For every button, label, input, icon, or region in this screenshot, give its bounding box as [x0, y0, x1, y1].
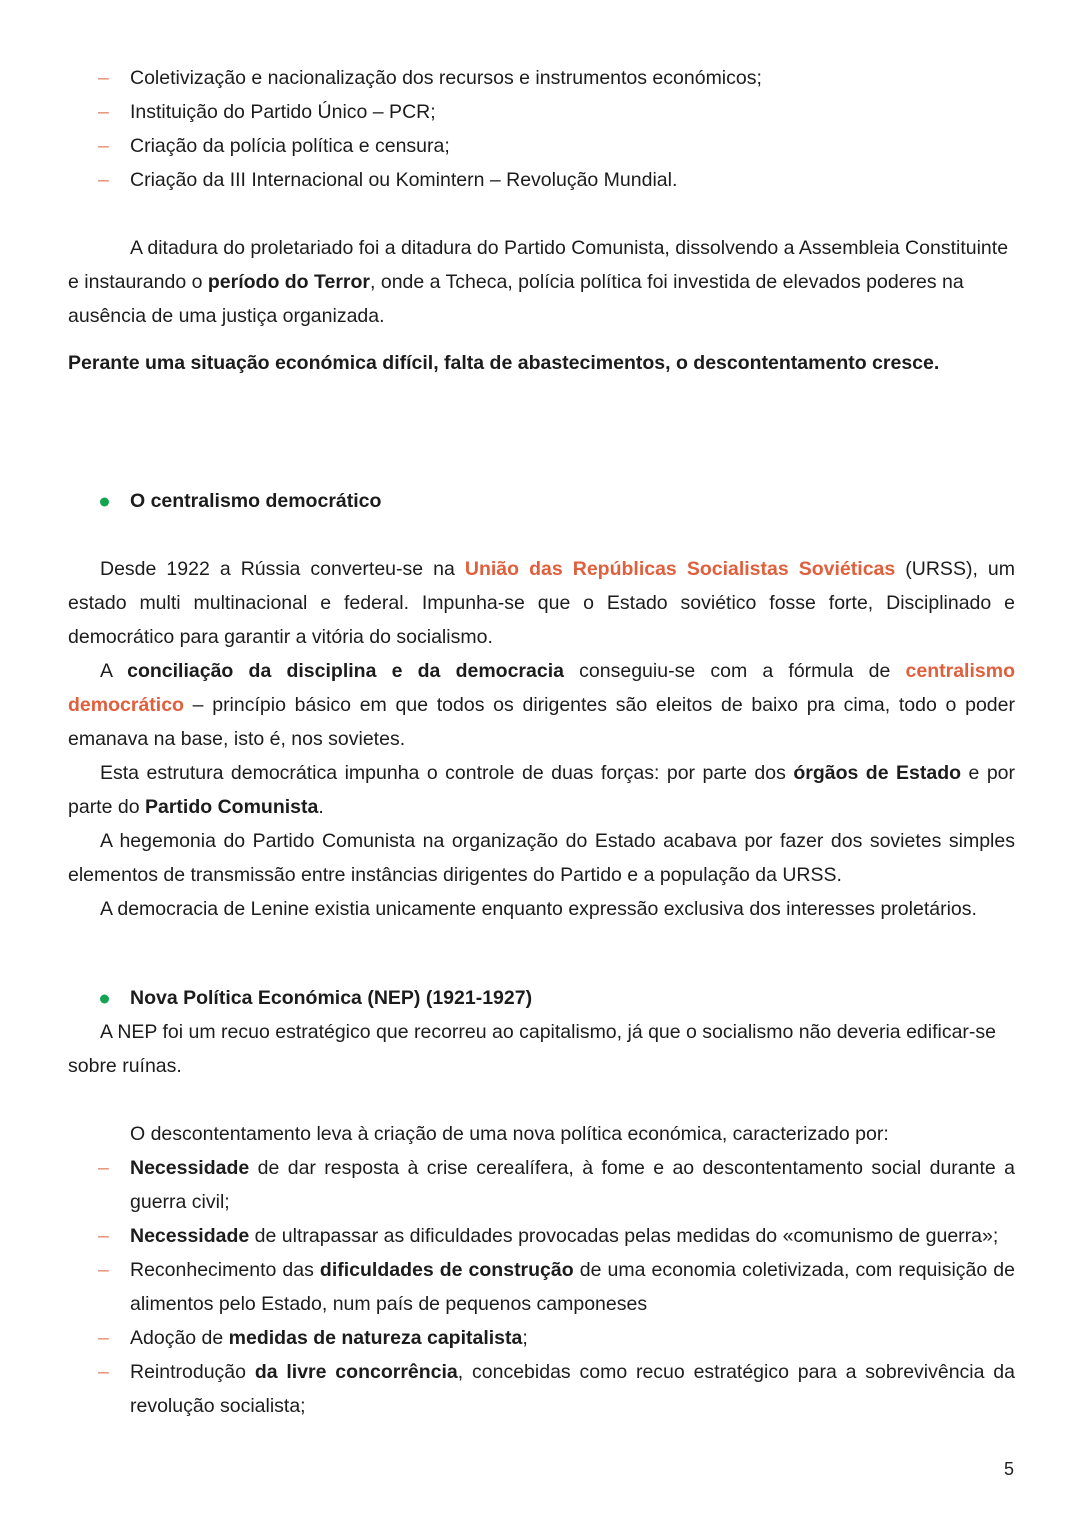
list-item-text: de ultrapassar as dificuldades provocadas pelas medidas do «comunismo de guerra»;: [249, 1224, 999, 1247]
list-item-text: de dar resposta à crise cerealífera, à fome e ao descontentamento social durante a guerra civil;: [130, 1157, 1015, 1214]
heading-nova-politica-economica: [68, 982, 1015, 1016]
list-item-text: Instituição do Partido Único – PCR;: [130, 100, 436, 123]
list-item-bold-mid: medidas de natureza capitalista: [228, 1326, 523, 1349]
paragraph-run: Desde 1922 a Rússia converteu-se na: [100, 558, 465, 581]
paragraph-run: conseguiu-se com a fórmula de: [563, 660, 906, 683]
nep-dash-list: [68, 1152, 1015, 1423]
dash-marker-icon: –: [98, 67, 109, 89]
dash-marker-icon: –: [98, 100, 109, 123]
bold-run-orgaos-de-estado: órgãos de Estado: [793, 761, 962, 784]
dash-marker-icon: –: [98, 168, 109, 191]
heading-centralismo-democratico: [68, 485, 1015, 519]
paragraph-run: .: [318, 795, 324, 818]
dash-marker-icon: –: [98, 1326, 109, 1349]
paragraph-estrutura-democratica: [68, 757, 1015, 825]
list-item-text-tail: de uma economia coletivizada, com requisição de alimentos pelo Estado, num país de pequenos camponeses: [130, 1258, 1015, 1315]
list-item-text: Coletivização e nacionalização dos recursos e instrumentos económicos;: [130, 67, 762, 89]
paragraph-nep-recuo: A NEP foi um recuo estratégico que recorreu ao capitalismo, já que o socialismo não deveria edificar-se sobre ruínas.: [68, 1021, 997, 1078]
list-item: [68, 1356, 1015, 1424]
spacer: [68, 451, 1015, 485]
list-item: [68, 164, 1015, 198]
top-dash-list: [68, 62, 1015, 198]
paragraph-ditadura: [68, 232, 1015, 334]
bold-run-conciliacao: conciliação da disciplina e da democracia: [127, 660, 564, 683]
dash-marker-icon: –: [98, 134, 109, 157]
list-item-bold-mid: da livre concorrência: [254, 1360, 458, 1383]
list-item-bold-mid: dificuldades de construção: [319, 1258, 574, 1281]
list-item: [68, 62, 1015, 96]
heading-text: O centralismo democrático: [130, 490, 382, 513]
list-item: [68, 96, 1015, 130]
list-item-text: Reconhecimento das: [130, 1258, 320, 1281]
spacer: [68, 333, 1015, 347]
paragraph-run: (URSS), um estado multi multinacional e federal. Impunha-se que o Estado soviético fosse forte, Disciplinado e democrático para garantir a vitória do socialismo.: [68, 558, 1015, 649]
heading-text: Nova Política Económica (NEP) (1921-1927): [130, 987, 533, 1010]
list-item: [68, 1220, 1015, 1254]
paragraph-run: A ditadura do proletariado foi a ditadura do Partido Comunista, dissolvendo a Assembleia Constituinte e instaurando o: [68, 236, 1009, 293]
list-item-text: Reintrodução: [130, 1360, 255, 1383]
list-item: [68, 1152, 1015, 1220]
spacer: [68, 198, 1015, 232]
list-item-text-tail: , concebidas como recuo estratégico para a sobrevivência da revolução socialista;: [130, 1360, 1015, 1417]
dash-marker-icon: –: [98, 1360, 109, 1383]
bold-run-periodo-do-terror: período do Terror: [207, 270, 371, 293]
paragraph-desde-1922: [68, 553, 1015, 655]
paragraph-democracia-lenine: A democracia de Lenine existia unicamente enquanto expressão exclusiva dos interesses proletários.: [100, 897, 977, 920]
bullet-dot-icon: [100, 498, 109, 507]
list-item-bold-lead: Necessidade: [130, 1224, 250, 1247]
paragraph-run: – princípio básico em que todos os dirigentes são eleitos de baixo pra cima, todo o poder emanava na base, isto é, nos sovietes.: [68, 693, 1015, 750]
list-item-text: Criação da polícia política e censura;: [130, 134, 450, 157]
spacer: [68, 926, 1015, 982]
page-number: 5: [1003, 1459, 1014, 1479]
dash-marker-icon: –: [98, 1157, 109, 1180]
spacer: [68, 519, 1015, 553]
paragraph-run: A: [100, 660, 128, 683]
list-item-text-tail: ;: [522, 1326, 528, 1349]
paragraph-conciliacao: [68, 655, 1015, 757]
list-item-text: Adoção de: [130, 1326, 229, 1349]
paragraph-run: e por parte do: [68, 761, 1016, 818]
paragraph-run: , onde a Tcheca, polícia política foi investida de elevados poderes na ausência de uma justiça organizada.: [68, 270, 964, 327]
paragraph-descontentamento: O descontentamento leva à criação de uma nova política económica, caracterizado por:: [130, 1123, 889, 1146]
bold-run-partido-comunista: Partido Comunista: [144, 795, 319, 818]
document-body: [68, 62, 1015, 1424]
paragraph-hegemonia: A hegemonia do Partido Comunista na organização do Estado acabava por fazer dos sovietes simples elementos de transmissão entre instâncias dirigentes do Partido e a população da URSS.: [68, 829, 1015, 886]
highlight-run-urss: União das Repúblicas Socialistas Soviéticas: [464, 558, 896, 581]
list-item: [68, 130, 1015, 164]
dash-marker-icon: –: [98, 1258, 109, 1281]
list-item: [68, 1322, 1015, 1356]
list-item-bold-lead: Necessidade: [130, 1157, 250, 1180]
highlight-run-centralismo: centralismo democrático: [68, 660, 1015, 716]
list-item-text: Criação da III Internacional ou Komintern – Revolução Mundial.: [130, 168, 678, 191]
spacer: [68, 381, 1015, 451]
paragraph-perante: Perante uma situação económica difícil, falta de abastecimentos, o descontentamento cresce.: [68, 352, 940, 375]
paragraph-run: Esta estrutura democrática impunha o controle de duas forças: por parte dos: [100, 761, 794, 784]
spacer: [68, 1084, 1015, 1118]
dash-marker-icon: –: [98, 1224, 109, 1247]
bullet-dot-icon: [100, 995, 109, 1004]
list-item: [68, 1254, 1015, 1322]
